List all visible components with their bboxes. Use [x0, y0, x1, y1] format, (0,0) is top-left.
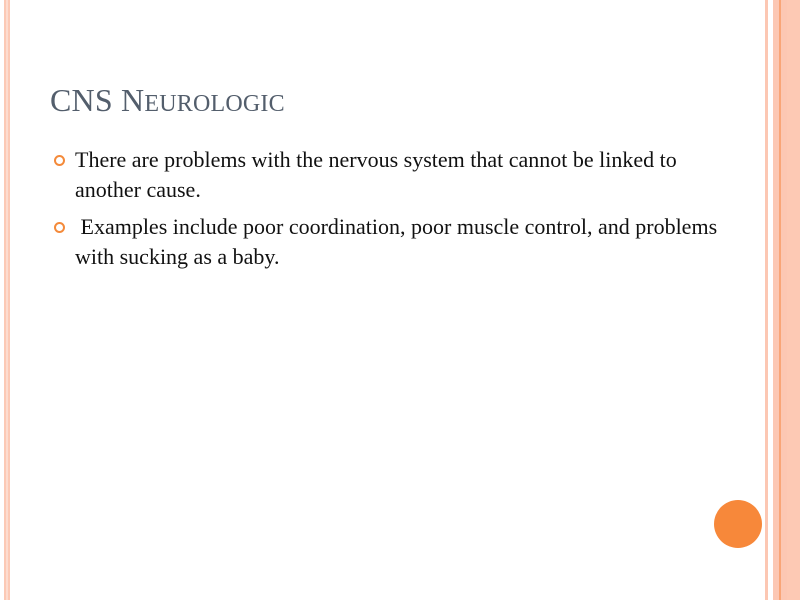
- decorative-orange-circle-icon: [714, 500, 762, 548]
- slide-title-caps: CNS N: [50, 82, 145, 118]
- right-border-stripe-1: [765, 0, 768, 600]
- right-border-band: [787, 0, 800, 600]
- bullet-text: Examples include poor coordination, poor muscle control, and problems with sucking as a baby.: [75, 214, 723, 269]
- circle-bullet-icon: [54, 222, 65, 233]
- bullet-text: There are problems with the nervous system that cannot be linked to another cause.: [75, 147, 677, 202]
- slide-title-smallcaps: EUROLOGIC: [144, 91, 285, 117]
- circle-bullet-icon: [54, 155, 65, 166]
- bullet-list: [54, 145, 734, 279]
- bullet-item: [54, 212, 734, 272]
- left-border-stripe-inner: [6, 0, 8, 600]
- slide-title: [50, 82, 285, 119]
- bullet-item: [54, 145, 734, 205]
